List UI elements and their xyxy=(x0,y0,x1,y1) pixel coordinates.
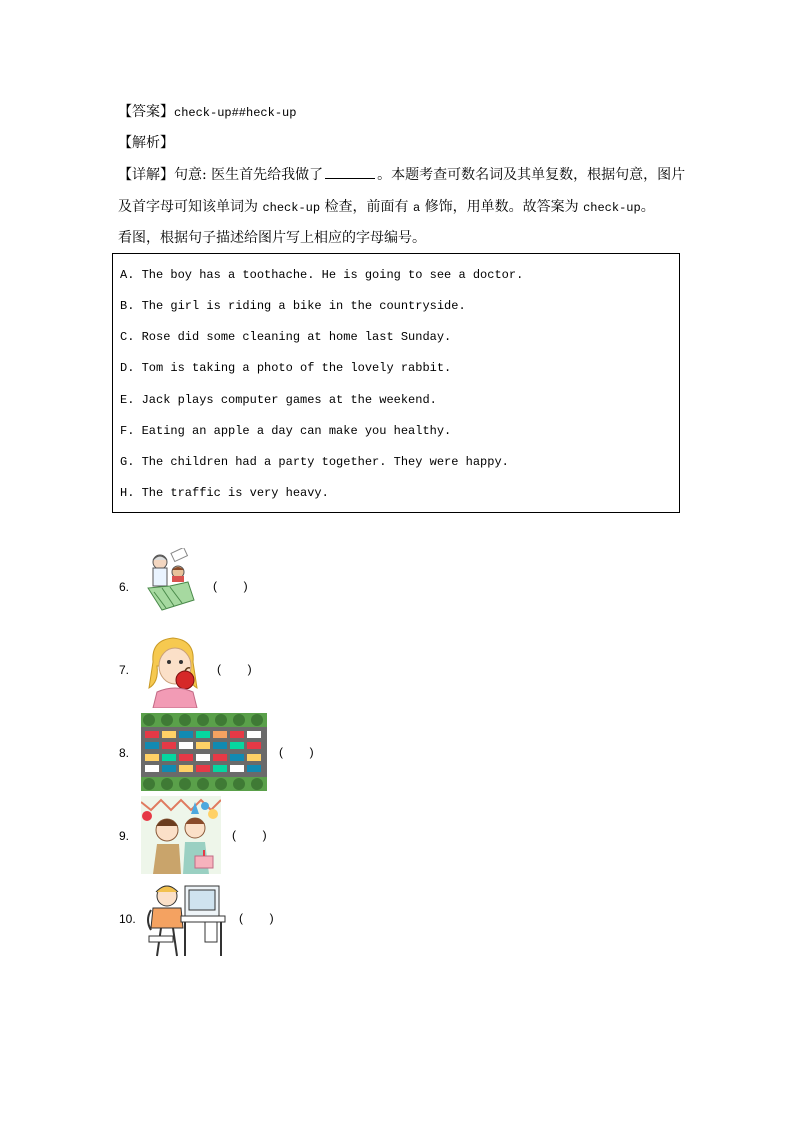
analysis-label: 【解析】 xyxy=(118,135,174,151)
question-7-number: 7. xyxy=(119,663,130,677)
option-c: C. Rose did some cleaning at home last Sunday. xyxy=(120,330,452,344)
dentist-icon xyxy=(142,548,202,618)
question-8-answer-paren[interactable]: ( ) xyxy=(279,745,314,759)
instruction-line xyxy=(118,229,426,247)
traffic-jam-icon xyxy=(141,713,267,791)
detail-label: 【详解】 xyxy=(118,167,174,183)
option-h: H. The traffic is very heavy. xyxy=(120,486,329,500)
option-b: B. The girl is riding a bike in the countryside. xyxy=(120,299,466,313)
question-10-answer-paren[interactable]: ( ) xyxy=(239,911,274,925)
boy-computer-icon xyxy=(143,880,229,958)
option-f: F. Eating an apple a day can make you healthy. xyxy=(120,424,452,438)
detail-text-2end: 。 xyxy=(640,199,655,215)
detail-answer: check-up xyxy=(583,201,641,215)
question-10-number: 10. xyxy=(119,912,136,926)
answer-label: 【答案】 xyxy=(118,104,174,120)
question-9-number: 9. xyxy=(119,829,130,843)
option-g: G. The children had a party together. They were happy. xyxy=(120,455,509,469)
detail-text-1b: 。本题考查可数名词及其单复数，根据句意，图片 xyxy=(377,167,686,183)
detail-line-1 xyxy=(118,166,685,184)
question-6-answer-paren[interactable]: ( ) xyxy=(213,579,248,593)
options-box xyxy=(112,253,680,513)
detail-text-2b: 检查，前面有 xyxy=(320,199,413,215)
option-a: A. The boy has a toothache. He is going to see a doctor. xyxy=(120,268,524,282)
answer-blank xyxy=(325,166,375,179)
option-d: D. Tom is taking a photo of the lovely rabbit. xyxy=(120,361,452,375)
party-children-icon xyxy=(141,796,221,874)
detail-text-2c: 修饰，用单数。故答案为 xyxy=(420,199,584,215)
girl-eating-apple-icon xyxy=(143,632,205,708)
detail-line-2 xyxy=(118,198,655,217)
question-8-number: 8. xyxy=(119,746,130,760)
answer-value: check-up##heck-up xyxy=(174,106,297,120)
instruction-text: 看图，根据句子描述给图片写上相应的字母编号。 xyxy=(118,230,426,246)
question-9-answer-paren[interactable]: ( ) xyxy=(232,828,267,842)
detail-word: check-up xyxy=(262,201,321,215)
question-6-number: 6. xyxy=(119,580,130,594)
detail-text-1a: 句意: 医生首先给我做了 xyxy=(174,167,324,183)
option-e: E. Jack plays computer games at the weekend. xyxy=(120,393,437,407)
detail-text-2a: 及首字母可知该单词为 xyxy=(118,199,263,215)
analysis-line xyxy=(118,134,174,152)
detail-article: a xyxy=(412,201,421,215)
answer-line xyxy=(118,103,296,122)
question-7-answer-paren[interactable]: ( ) xyxy=(217,662,252,676)
